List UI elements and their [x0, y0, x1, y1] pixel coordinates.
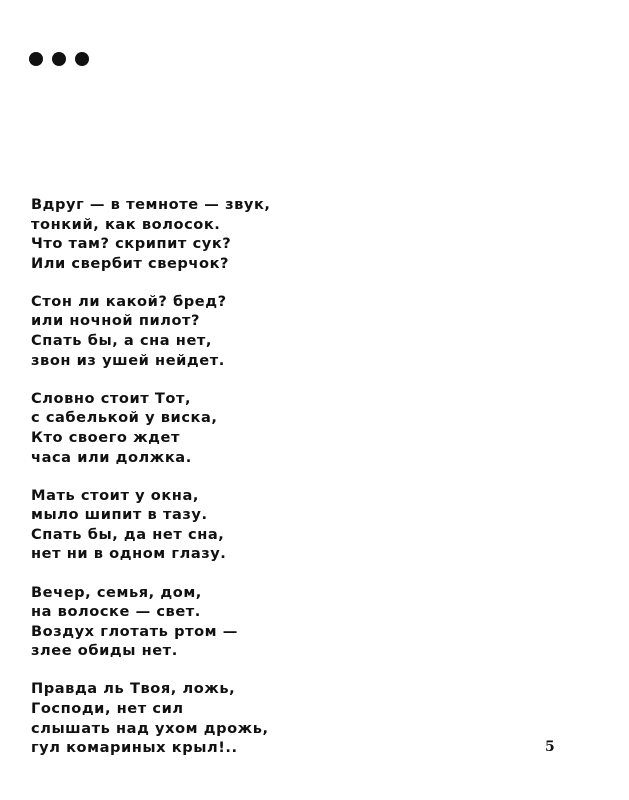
poem-line: слышать над ухом дрожь, — [31, 719, 269, 737]
poem-line: Вечер, семья, дом, — [31, 583, 202, 601]
poem-line: злее обиды нет. — [31, 642, 178, 660]
stanza — [31, 195, 591, 273]
poem-line: Правда ль Твоя, ложь, — [31, 680, 236, 698]
stanza — [31, 486, 591, 564]
poem-line: Мать стоит у окна, — [31, 486, 199, 504]
poem-line: или ночной пилот? — [31, 312, 201, 330]
poem-line: Господи, нет сил — [31, 699, 184, 717]
poem-line: Вдруг — в темноте — звук, — [31, 196, 271, 213]
stanza — [31, 292, 591, 370]
poem-line: Словно стоит Тот, — [31, 389, 192, 407]
ornament-dot — [52, 52, 66, 66]
stanza — [31, 583, 591, 661]
ornament-dots — [29, 52, 89, 66]
poem — [31, 195, 591, 776]
poem-line: звон из ушей нейдет. — [31, 351, 225, 369]
ornament-dot — [75, 52, 89, 66]
poem-line: на волоске — свет. — [31, 603, 201, 621]
stanza — [31, 679, 591, 757]
poem-line: Или свербит сверчок? — [31, 254, 230, 272]
stanza — [31, 389, 591, 467]
poem-line: Спать бы, а сна нет, — [31, 332, 212, 350]
poem-line: Воздух глотать ртом — — [31, 622, 238, 640]
poem-line: Что там? скрипит сук? — [31, 235, 232, 253]
page-number: 5 — [545, 739, 555, 755]
poem-line: мыло шипит в тазу. — [31, 506, 208, 524]
poem-line: Стон ли какой? бред? — [31, 292, 227, 310]
poem-line: с сабелькой у виска, — [31, 409, 218, 427]
poem-line: Спать бы, да нет сна, — [31, 525, 225, 543]
poem-line: тонкий, как волосок. — [31, 215, 221, 233]
poem-line: Кто своего ждет — [31, 428, 180, 446]
poem-line: нет ни в одном глазу. — [31, 545, 227, 563]
ornament-dot — [29, 52, 43, 66]
poem-line: часа или должка. — [31, 448, 192, 466]
poem-line: гул комариных крыл!.. — [31, 739, 238, 757]
